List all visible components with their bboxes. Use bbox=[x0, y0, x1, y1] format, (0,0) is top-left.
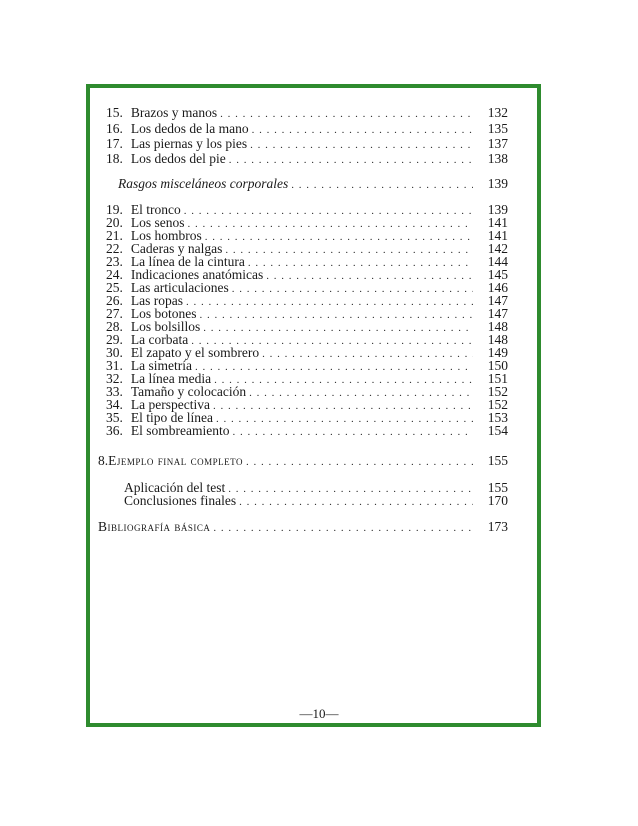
chapter-page: 155 bbox=[487, 453, 508, 468]
entry-title: El tipo de línea bbox=[130, 410, 213, 425]
leader-dots bbox=[291, 178, 473, 192]
section-page: 139 bbox=[487, 176, 508, 191]
entry-number: 31. bbox=[106, 358, 123, 373]
entry-title: Los senos bbox=[130, 215, 185, 230]
entry-page: 148 bbox=[487, 319, 508, 334]
bibliography-page: 173 bbox=[487, 519, 508, 534]
leader-dots bbox=[252, 123, 473, 137]
entry-title: Los hombros bbox=[130, 228, 202, 243]
entry-page: 137 bbox=[487, 136, 508, 151]
entry-page: 148 bbox=[487, 332, 508, 347]
entry-page: 132 bbox=[487, 105, 508, 120]
entry-number: 35. bbox=[106, 410, 123, 425]
entry-title: Las articulaciones bbox=[130, 280, 229, 295]
entry-title: El tronco bbox=[130, 202, 181, 217]
entry-number: 19. bbox=[106, 202, 123, 217]
entry-number: 23. bbox=[106, 254, 123, 269]
entry-title: Los botones bbox=[130, 306, 197, 321]
entry-page: 147 bbox=[487, 293, 508, 308]
entry-number: 15. bbox=[106, 105, 123, 120]
entry-number: 28. bbox=[106, 319, 123, 334]
entry-title: El sombreamiento bbox=[130, 423, 230, 438]
entry-title: Los dedos de la mano bbox=[130, 121, 249, 136]
entry-title: Tamaño y colocación bbox=[130, 384, 247, 399]
entry-number: 30. bbox=[106, 345, 123, 360]
entry-number: 16. bbox=[106, 121, 123, 136]
entry-number: 29. bbox=[106, 332, 123, 347]
leader-dots bbox=[239, 495, 473, 509]
leader-dots bbox=[232, 425, 473, 439]
toc-subentry bbox=[124, 494, 508, 509]
entry-number: 25. bbox=[106, 280, 123, 295]
entry-title: Aplicación del test bbox=[124, 480, 226, 495]
entry-number: 22. bbox=[106, 241, 123, 256]
entry-page: 152 bbox=[487, 384, 508, 399]
entry-title: Las piernas y los pies bbox=[130, 136, 248, 151]
entry-page: 135 bbox=[487, 121, 508, 136]
leader-dots bbox=[213, 521, 473, 535]
entry-number: 32. bbox=[106, 371, 123, 386]
entry-number: 20. bbox=[106, 215, 123, 230]
toc-entry-15 bbox=[106, 106, 508, 121]
entry-title: Las ropas bbox=[130, 293, 183, 308]
toc-section-heading bbox=[118, 177, 508, 192]
entry-title: El zapato y el sombrero bbox=[130, 345, 260, 360]
page-number-footer: —10— bbox=[299, 706, 339, 721]
entry-page: 141 bbox=[487, 215, 508, 230]
entry-number: 27. bbox=[106, 306, 123, 321]
section-title: Rasgos misceláneos corporales bbox=[118, 176, 289, 191]
entry-page: 144 bbox=[487, 254, 508, 269]
entry-title: Los bolsillos bbox=[130, 319, 201, 334]
toc-bibliography bbox=[98, 520, 508, 535]
entry-page: 170 bbox=[487, 493, 508, 508]
entry-number: 17. bbox=[106, 136, 123, 151]
entry-page: 151 bbox=[487, 371, 508, 386]
entry-number: 21. bbox=[106, 228, 123, 243]
toc-entry-18 bbox=[106, 152, 508, 167]
entry-number: 33. bbox=[106, 384, 123, 399]
entry-title: Caderas y nalgas bbox=[130, 241, 223, 256]
entry-page: 155 bbox=[487, 480, 508, 495]
entry-page: 142 bbox=[487, 241, 508, 256]
toc-chapter-8 bbox=[98, 454, 508, 469]
entry-title: Indicaciones anatómicas bbox=[130, 267, 264, 282]
entry-page: 154 bbox=[487, 423, 508, 438]
entry-page: 138 bbox=[487, 151, 508, 166]
entry-page: 147 bbox=[487, 306, 508, 321]
entry-title: Conclusiones finales bbox=[124, 493, 237, 508]
entry-number: 34. bbox=[106, 397, 123, 412]
entry-title: La línea media bbox=[130, 371, 212, 386]
entry-title: La línea de la cintura bbox=[130, 254, 245, 269]
bibliography-title: Bibliografía básica bbox=[98, 519, 211, 534]
entry-number: 18. bbox=[106, 151, 123, 166]
entry-page: 141 bbox=[487, 228, 508, 243]
entry-page: 149 bbox=[487, 345, 508, 360]
leader-dots bbox=[220, 107, 473, 121]
toc-entry-17 bbox=[106, 137, 508, 152]
entry-number: 26. bbox=[106, 293, 123, 308]
entry-title: La corbata bbox=[130, 332, 189, 347]
entry-title: Los dedos del pie bbox=[130, 151, 226, 166]
chapter-number: 8. bbox=[98, 453, 109, 468]
entry-page: 152 bbox=[487, 397, 508, 412]
entry-page: 139 bbox=[487, 202, 508, 217]
leader-dots bbox=[246, 455, 473, 469]
entry-number: 24. bbox=[106, 267, 123, 282]
entry-page: 145 bbox=[487, 267, 508, 282]
chapter-title: Ejemplo final completo bbox=[108, 453, 243, 468]
toc-entry-16 bbox=[106, 122, 508, 137]
toc-entry-36 bbox=[106, 424, 508, 439]
entry-page: 146 bbox=[487, 280, 508, 295]
entry-title: Brazos y manos bbox=[130, 105, 218, 120]
leader-dots bbox=[229, 153, 473, 167]
entry-title: La simetría bbox=[130, 358, 192, 373]
entry-page: 153 bbox=[487, 410, 508, 425]
entry-title: La perspectiva bbox=[130, 397, 210, 412]
leader-dots bbox=[250, 138, 473, 152]
entry-page: 150 bbox=[487, 358, 508, 373]
entry-number: 36. bbox=[106, 423, 123, 438]
